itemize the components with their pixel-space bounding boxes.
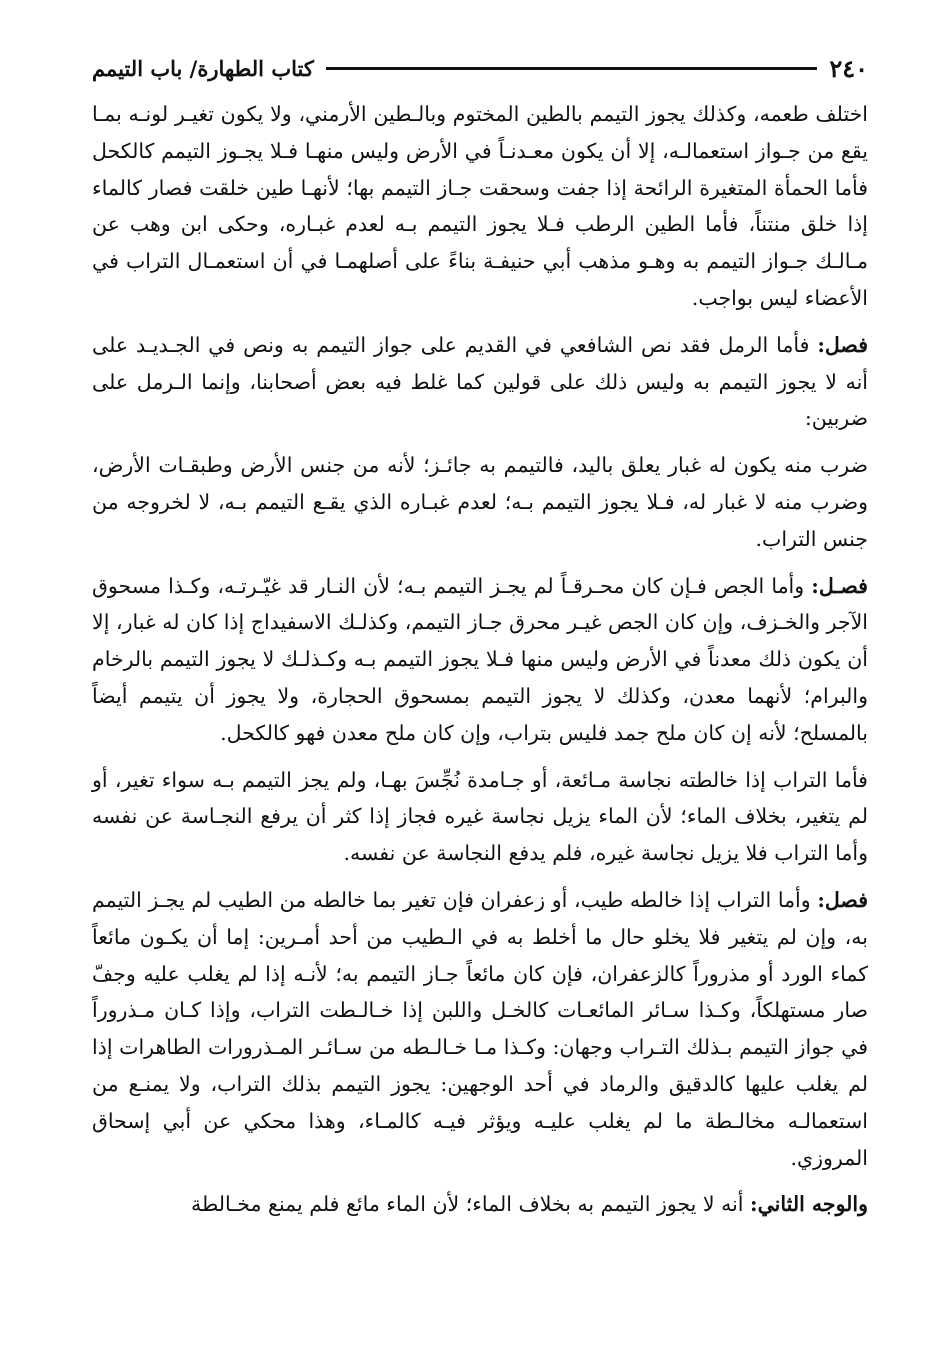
paragraph bbox=[92, 447, 868, 557]
header-rule bbox=[326, 67, 818, 70]
paragraph bbox=[92, 762, 868, 872]
paragraph bbox=[92, 882, 868, 1176]
page-body bbox=[92, 96, 868, 1223]
paragraph-text: وأما الجص فـإن كان محـرقـاً لم يجـز التيمم بـه؛ لأن النـار قد غيّـرتـه، وكـذا مسحوق الآجر والخـزف، وإن كان الجص غيـر محرق جـاز التيمم، وكذلـك الاسفيداج إذا كان له غبار، إلا أن يكون ذلك معدناً في الأرض وليس منها فـلا يجوز التيمم بـه وكـذلـك لا يجوز التيمم بالرخام والبرام؛ لأنهما معدن، وكذلك لا يجوز التيمم بمسحوق الحجارة، ولا يجوز أن يتيمم أيضاً بالمسلح؛ لأنه إن كان ملح جمد فليس بتراب، وإن كان ملح معدن فهو كالكحل. bbox=[92, 573, 868, 745]
paragraph-text: فأما التراب إذا خالطته نجاسة مـائعة، أو جـامدة نُجِّسَ بهـا، ولم يجز التيمم بـه سواء تغير، أو لم يتغير، بخلاف الماء؛ لأن الماء يزيل نجاسة غيره فجاز إذا كثر أن يرفع النجـاسة عن نفسه وأما التراب فلا يزيل نجاسة غيره، فلم يدفع النجاسة عن نفسه. bbox=[92, 767, 868, 866]
paragraph-text: وأما التراب إذا خالطه طيب، أو زعفران فإن تغير بما خالطه من الطيب لم يجـز التيمم به، وإن لم يتغير فلا يخلو حال ما أخلط به في الـطيب من أحد أمـرين: إما أن يكـون مائعاً كماء الورد أو مذروراً كالزعفران، فإن كان مائعاً جـاز التيمم به؛ لأنـه إذا لم يغلب عليه وجفّ صار مستهلكاً، وكـذا سـائر المائعـات كالخـل واللبن إذا خـالـطت التراب، وإذا كـان مـذروراً في جواز التيمم بـذلك التـراب وجهان: وكـذا مـا خـالـطه من سـائـر المـذرورات الطاهرات إذا لم يغلب عليها كالدقيق والرماد في أحد الوجهين: يجوز التيمم بذلك التراب، ولا يمنـع من استعمالـه مخالـطة ما لم يغلب عليـه ويؤثر فيـه كالمـاء، وهذا محكي عن أبي إسحاق المروزي. bbox=[92, 887, 868, 1170]
running-title: كتاب الطهارة/ باب التيمم bbox=[92, 55, 314, 81]
paragraph bbox=[92, 96, 868, 317]
paragraph bbox=[92, 568, 868, 752]
paragraph bbox=[92, 1186, 868, 1223]
section-lead: فصـل: bbox=[811, 573, 868, 598]
paragraph-text: فأما الرمل فقد نص الشافعي في القديم على جواز التيمم به ونص في الجـديـد على أنه لا يجوز التيمم به وليس ذلك على قولين كما غلط فيه بعض أصحابنا، وإنما الـرمل على ضربين: bbox=[92, 332, 868, 431]
page-number: ٢٤٠ bbox=[829, 53, 868, 83]
paragraph-text: ضرب منه يكون له غبار يعلق باليد، فالتيمم به جائـز؛ لأنه من جنس الأرض وطبقـات الأرض، وضرب منه لا غبار له، فـلا يجوز التيمم بـه؛ لعدم غبـاره الذي يقـع التيمم بـه، لا لخروجه من جنس التراب. bbox=[92, 453, 868, 551]
paragraph bbox=[92, 327, 868, 437]
section-lead: والوجه الثاني: bbox=[750, 1192, 868, 1217]
paragraph-text: أنه لا يجوز التيمم به بخلاف الماء؛ لأن الماء مائع فلم يمنع مخـالطة bbox=[191, 1192, 744, 1217]
paragraph-text: اختلف طعمه، وكذلك يجوز التيمم بالطين المختوم وبالـطين الأرمني، ولا يكون تغيـر لونـه بمـا يقع من جـواز استعمالـه، إلا أن يكون معـدنـاً في الأرض وليس منهـا فـلا يجـوز التيمم كالكحل فأما الحمأة المتغيرة الرائحة إذا جفت وسحقت جـاز التيمم بها؛ لأنهـا طين خلقت فصار كالماء إذا خلق منتناً، فأما الطين الرطب فـلا يجوز التيمم بـه لعدم غبـاره، وحكى ابن وهب عن مـالـك جـواز التيمم به وهـو مذهب أبي حنيفـة بناءً على أصلهمـا في أن استعمـال التراب في الأعضاء ليس بواجب. bbox=[92, 102, 868, 310]
book-page bbox=[92, 48, 868, 1338]
section-lead: فصل: bbox=[817, 332, 868, 357]
page-header bbox=[92, 48, 868, 88]
section-lead: فصل: bbox=[817, 887, 868, 912]
